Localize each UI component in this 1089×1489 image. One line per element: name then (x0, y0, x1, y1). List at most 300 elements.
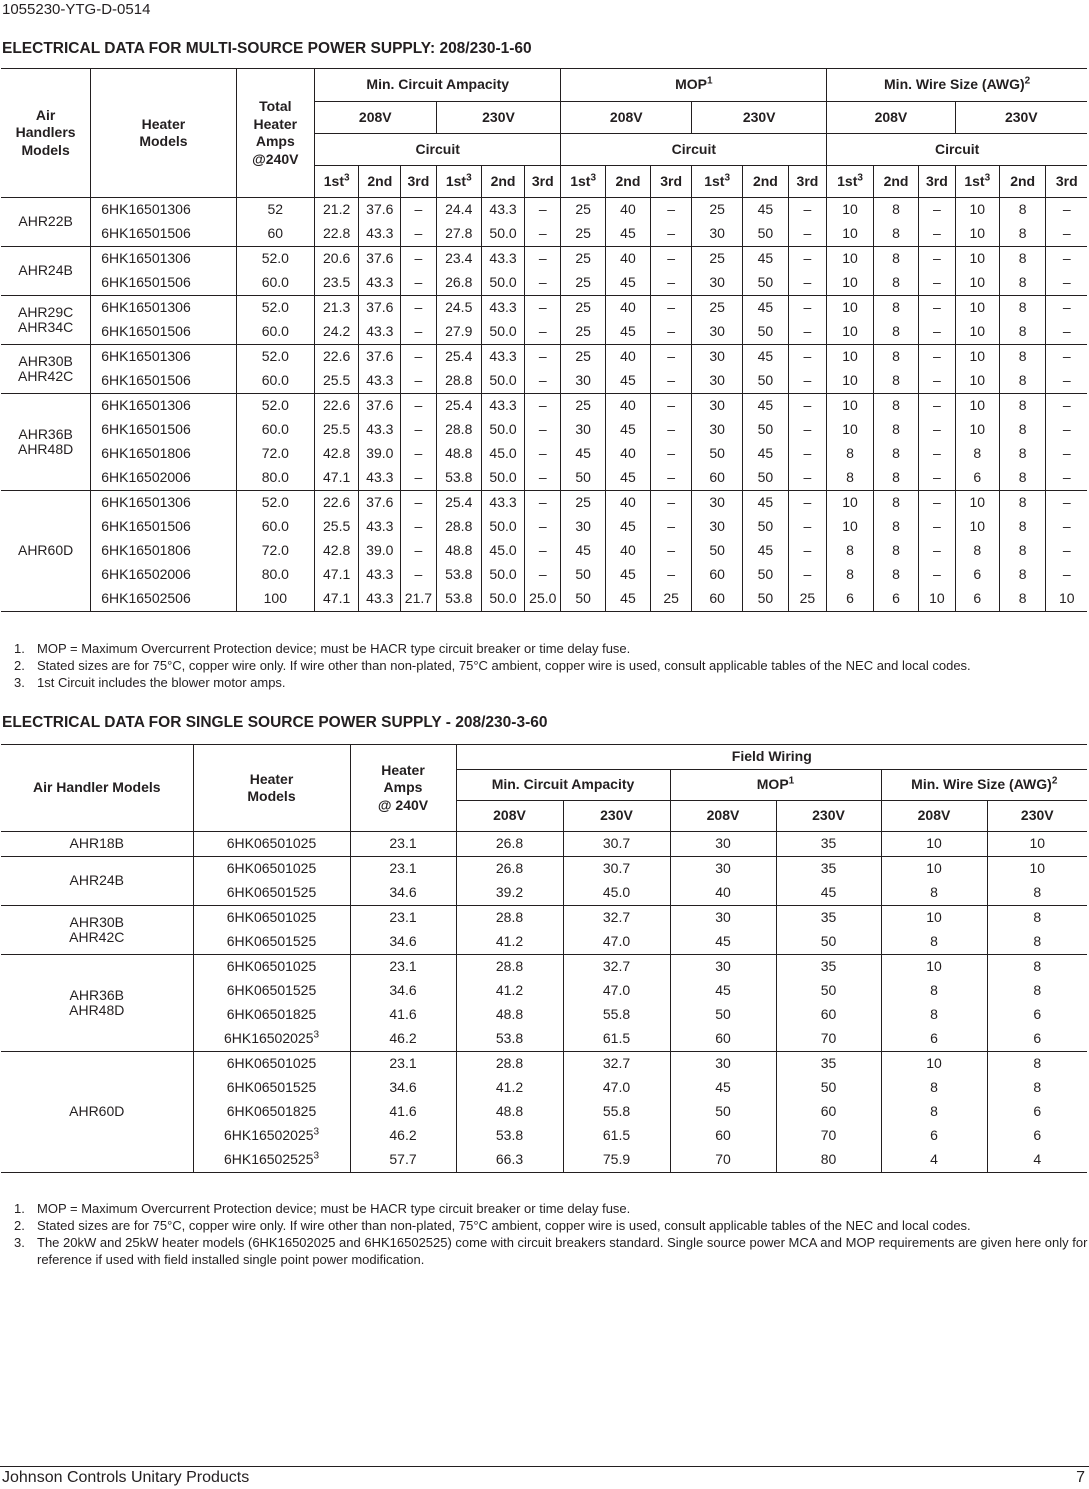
value-cell: – (919, 247, 955, 272)
value-cell: 28.8 (456, 955, 563, 980)
value-cell: – (1046, 491, 1087, 516)
value-cell: 25 (692, 247, 743, 272)
value-cell: – (1046, 369, 1087, 394)
value-cell: 8 (873, 369, 918, 394)
heater-model-cell: 6HK06501825 (193, 1003, 350, 1027)
value-cell: – (525, 563, 561, 587)
value-cell: – (401, 222, 436, 247)
value-cell: 70 (670, 1148, 776, 1173)
value-cell: 24.2 (315, 320, 359, 345)
value-cell: 57.7 (350, 1148, 456, 1173)
heater-model-cell: 6HK16501306 (91, 296, 236, 321)
table-row (1, 442, 1087, 466)
value-cell: 47.0 (563, 1076, 670, 1100)
value-cell: 6 (873, 587, 918, 612)
table2-title: ELECTRICAL DATA FOR SINGLE SOURCE POWER SUPPLY - 208/230-3-60 (2, 714, 548, 731)
value-cell: 25.5 (315, 418, 359, 442)
value-cell: 50.0 (481, 587, 524, 612)
value-cell: – (788, 418, 827, 442)
value-cell: 50.0 (481, 418, 524, 442)
value-cell: 4 (987, 1148, 1087, 1173)
value-cell: 43.3 (359, 369, 401, 394)
circuit-2nd-header: 2nd (873, 166, 918, 198)
value-cell: – (651, 442, 692, 466)
value-cell: 60.0 (236, 271, 314, 296)
value-cell: 52.0 (236, 394, 314, 419)
value-cell: 8 (881, 979, 987, 1003)
value-cell: 45 (743, 442, 788, 466)
value-cell: 45 (605, 587, 650, 612)
table-row (1, 1052, 1087, 1077)
value-cell: 45.0 (481, 442, 524, 466)
air-handler-model-cell: AHR36B AHR48D (1, 394, 91, 491)
value-cell: 53.8 (456, 1124, 563, 1148)
mop-circuit-header: Circuit (561, 134, 827, 166)
value-cell: 35 (776, 906, 881, 931)
value-cell: – (788, 222, 827, 247)
mca-208v-header: 208V (456, 801, 563, 832)
value-cell: – (651, 222, 692, 247)
value-cell: 60 (692, 466, 743, 491)
wire-208v-header: 208V (827, 102, 955, 134)
air-handler-model-cell: AHR29C AHR34C (1, 296, 91, 345)
value-cell: – (401, 515, 436, 539)
value-cell: – (651, 345, 692, 370)
value-cell: 45 (605, 222, 650, 247)
value-cell: 28.8 (456, 1052, 563, 1077)
footnote-text: 1st Circuit includes the blower motor amps. (37, 675, 286, 690)
value-cell: 42.8 (315, 539, 359, 563)
value-cell: 42.8 (315, 442, 359, 466)
value-cell: 55.8 (563, 1100, 670, 1124)
value-cell: 10 (827, 418, 874, 442)
circuit-1st-header: $1st^3$ (315, 166, 359, 198)
value-cell: 61.5 (563, 1027, 670, 1052)
value-cell: 34.6 (350, 979, 456, 1003)
value-cell: 10 (955, 198, 999, 223)
value-cell: 10 (827, 515, 874, 539)
value-cell: 45 (561, 539, 605, 563)
value-cell: 10 (955, 491, 999, 516)
value-cell: 8 (999, 247, 1046, 272)
value-cell: 60 (670, 1027, 776, 1052)
value-cell: 25 (561, 320, 605, 345)
value-cell: 50.0 (481, 369, 524, 394)
heater-model-cell: 6HK06501025 (193, 832, 350, 857)
value-cell: – (401, 320, 436, 345)
value-cell: 60 (670, 1124, 776, 1148)
circuit-1st-header: $1st^3$ (561, 166, 605, 198)
value-cell: 20.6 (315, 247, 359, 272)
footnote-number: 2. (14, 658, 25, 673)
value-cell: 46.2 (350, 1124, 456, 1148)
value-cell: 50 (561, 466, 605, 491)
value-cell: 60 (776, 1003, 881, 1027)
value-cell: 55.8 (563, 1003, 670, 1027)
heater-model-cell: 6HK06501025 (193, 906, 350, 931)
value-cell: – (1046, 198, 1087, 223)
value-cell: 45.0 (563, 881, 670, 906)
value-cell: 10 (881, 857, 987, 882)
heater-model-cell: 6HK06501025 (193, 857, 350, 882)
value-cell: 37.6 (359, 394, 401, 419)
wire-circuit-header: Circuit (827, 134, 1087, 166)
value-cell: 30 (670, 955, 776, 980)
footnote (14, 657, 971, 674)
heater-model-cell: 6HK06501525 (193, 979, 350, 1003)
value-cell: – (788, 247, 827, 272)
circuit-3rd-header: 3rd (401, 166, 436, 198)
heater-model-cell: 6HK16502506 (91, 587, 236, 612)
value-cell: 43.3 (359, 320, 401, 345)
heater-amps-header: Heater Amps @ 240V (350, 745, 456, 832)
value-cell: 10 (987, 857, 1087, 882)
mca-header: Min. Circuit Ampacity (315, 69, 561, 102)
value-cell: 34.6 (350, 881, 456, 906)
value-cell: 45 (743, 491, 788, 516)
circuit-2nd-header: 2nd (481, 166, 524, 198)
value-cell: – (525, 345, 561, 370)
value-cell: 50.0 (481, 515, 524, 539)
value-cell: 30 (692, 418, 743, 442)
value-cell: 48.8 (456, 1100, 563, 1124)
table-row (1, 906, 1087, 931)
table-row (1, 369, 1087, 394)
value-cell: 10 (955, 247, 999, 272)
value-cell: 8 (987, 930, 1087, 955)
value-cell: 60.0 (236, 418, 314, 442)
value-cell: – (1046, 466, 1087, 491)
table1-notes (14, 640, 971, 691)
value-cell: 30 (692, 515, 743, 539)
value-cell: 30 (692, 345, 743, 370)
table-row (1, 222, 1087, 247)
value-cell: – (525, 320, 561, 345)
value-cell: 6 (987, 1027, 1087, 1052)
air-handler-model-cell: AHR18B (1, 832, 193, 857)
footnote (14, 1234, 1089, 1268)
value-cell: 10 (827, 296, 874, 321)
value-cell: 10 (827, 491, 874, 516)
value-cell: 72.0 (236, 442, 314, 466)
value-cell: 53.8 (436, 563, 481, 587)
value-cell: 41.2 (456, 979, 563, 1003)
value-cell: – (919, 515, 955, 539)
value-cell: 50 (692, 539, 743, 563)
value-cell: 43.3 (359, 515, 401, 539)
value-cell: 22.8 (315, 222, 359, 247)
value-cell: 8 (987, 1052, 1087, 1077)
value-cell: – (788, 491, 827, 516)
value-cell: 48.8 (436, 442, 481, 466)
value-cell: 35 (776, 857, 881, 882)
table1-body (1, 198, 1087, 612)
value-cell: – (651, 466, 692, 491)
value-cell: 8 (827, 563, 874, 587)
value-cell: 41.2 (456, 1076, 563, 1100)
value-cell: 40 (605, 198, 650, 223)
value-cell: – (919, 271, 955, 296)
value-cell: 30 (561, 418, 605, 442)
value-cell: – (1046, 563, 1087, 587)
air-handler-model-cell: AHR60D (1, 491, 91, 612)
value-cell: 39.0 (359, 442, 401, 466)
value-cell: – (1046, 345, 1087, 370)
table2-body (1, 832, 1087, 1173)
value-cell: 23.1 (350, 857, 456, 882)
footnote-number: 1. (14, 641, 25, 656)
heater-model-cell: 6HK16501506 (91, 418, 236, 442)
value-cell: 28.8 (436, 418, 481, 442)
value-cell: 10 (955, 222, 999, 247)
value-cell: 100 (236, 587, 314, 612)
value-cell: 25 (561, 491, 605, 516)
value-cell: 43.3 (359, 466, 401, 491)
value-cell: – (919, 394, 955, 419)
value-cell: 25 (692, 296, 743, 321)
value-cell: 10 (881, 955, 987, 980)
value-cell: 72.0 (236, 539, 314, 563)
value-cell: 8 (881, 881, 987, 906)
value-cell: 40 (605, 442, 650, 466)
value-cell: 10 (827, 369, 874, 394)
value-cell: 45.0 (481, 539, 524, 563)
value-cell: 8 (873, 345, 918, 370)
value-cell: 37.6 (359, 491, 401, 516)
mop-208v-header: 208V (561, 102, 692, 134)
value-cell: 47.0 (563, 930, 670, 955)
value-cell: – (1046, 418, 1087, 442)
footnote-text: Stated sizes are for 75°C, copper wire only. If wire other than non-plated, 75°C ambient, copper wire is used, consult applicable tables of the NEC and local codes. (37, 658, 971, 673)
value-cell: – (1046, 222, 1087, 247)
value-cell: 25 (788, 587, 827, 612)
value-cell: – (525, 222, 561, 247)
value-cell: 21.7 (401, 587, 436, 612)
value-cell: 61.5 (563, 1124, 670, 1148)
value-cell: 45 (670, 979, 776, 1003)
value-cell: – (651, 320, 692, 345)
value-cell: – (1046, 296, 1087, 321)
air-handler-models-header: Air Handler Models (1, 745, 193, 832)
value-cell: 45 (670, 930, 776, 955)
value-cell: 50 (743, 222, 788, 247)
value-cell: 10 (827, 320, 874, 345)
footnote (14, 640, 971, 657)
heater-model-cell: 6HK16502025$^3$ (193, 1027, 350, 1052)
value-cell: 40 (605, 345, 650, 370)
table-row (1, 418, 1087, 442)
value-cell: 41.6 (350, 1003, 456, 1027)
value-cell: – (1046, 320, 1087, 345)
value-cell: 50 (561, 587, 605, 612)
value-cell: 50 (743, 418, 788, 442)
value-cell: 50 (776, 930, 881, 955)
heater-model-cell: 6HK16502525$^3$ (193, 1148, 350, 1173)
value-cell: 50 (692, 442, 743, 466)
total-heater-amps-header: Total Heater Amps @240V (236, 69, 314, 198)
value-cell: 23.1 (350, 906, 456, 931)
value-cell: – (1046, 539, 1087, 563)
value-cell: 8 (881, 1100, 987, 1124)
value-cell: 8 (873, 320, 918, 345)
value-cell: 45 (605, 320, 650, 345)
wire-208v-header: 208V (881, 801, 987, 832)
heater-model-cell: 6HK16501506 (91, 515, 236, 539)
value-cell: 25 (561, 271, 605, 296)
value-cell: 6 (987, 1124, 1087, 1148)
table-row (1, 345, 1087, 370)
value-cell: 8 (873, 491, 918, 516)
value-cell: – (919, 296, 955, 321)
value-cell: 35 (776, 832, 881, 857)
value-cell: 25 (651, 587, 692, 612)
value-cell: 34.6 (350, 1076, 456, 1100)
value-cell: 30 (692, 320, 743, 345)
value-cell: 23.1 (350, 955, 456, 980)
value-cell: – (651, 369, 692, 394)
footnote-text: The 20kW and 25kW heater models (6HK16502025 and 6HK16502525) come with circuit breakers standard. Single source power MCA and MOP requirements are given here only for reference if used with field installed single point power modification. (37, 1235, 1088, 1267)
value-cell: – (919, 442, 955, 466)
heater-model-cell: 6HK16502006 (91, 466, 236, 491)
value-cell: – (525, 394, 561, 419)
value-cell: – (525, 418, 561, 442)
circuit-2nd-header: 2nd (605, 166, 650, 198)
value-cell: 32.7 (563, 1052, 670, 1077)
value-cell: 50.0 (481, 466, 524, 491)
value-cell: 6 (987, 1003, 1087, 1027)
value-cell: 48.8 (456, 1003, 563, 1027)
heater-model-cell: 6HK16501806 (91, 442, 236, 466)
air-handler-model-cell: AHR36B AHR48D (1, 955, 193, 1052)
value-cell: 45 (743, 345, 788, 370)
value-cell: 10 (955, 345, 999, 370)
value-cell: 50 (670, 1100, 776, 1124)
value-cell: 10 (827, 345, 874, 370)
value-cell: – (919, 418, 955, 442)
value-cell: 25 (561, 198, 605, 223)
value-cell: 50 (776, 979, 881, 1003)
air-handler-model-cell: AHR22B (1, 198, 91, 247)
table-row (1, 320, 1087, 345)
value-cell: 25.5 (315, 369, 359, 394)
value-cell: 28.8 (456, 906, 563, 931)
value-cell: 53.8 (456, 1027, 563, 1052)
value-cell: 45 (743, 394, 788, 419)
value-cell: 50.0 (481, 222, 524, 247)
air-handler-model-cell: AHR24B (1, 857, 193, 906)
value-cell: – (525, 466, 561, 491)
value-cell: 50 (743, 466, 788, 491)
value-cell: 30 (670, 832, 776, 857)
value-cell: 10 (827, 271, 874, 296)
value-cell: 25.4 (436, 491, 481, 516)
value-cell: 10 (955, 394, 999, 419)
value-cell: – (788, 296, 827, 321)
value-cell: 45 (743, 296, 788, 321)
value-cell: 6 (955, 466, 999, 491)
value-cell: 22.6 (315, 345, 359, 370)
value-cell: 8 (873, 539, 918, 563)
mca-208v-header: 208V (315, 102, 437, 134)
value-cell: 50 (743, 563, 788, 587)
value-cell: – (401, 345, 436, 370)
value-cell: – (651, 491, 692, 516)
value-cell: 45 (605, 563, 650, 587)
value-cell: – (525, 271, 561, 296)
value-cell: – (919, 198, 955, 223)
value-cell: 30 (670, 906, 776, 931)
value-cell: 40 (605, 247, 650, 272)
value-cell: 34.6 (350, 930, 456, 955)
table-row (1, 832, 1087, 857)
value-cell: – (651, 563, 692, 587)
value-cell: 8 (999, 320, 1046, 345)
value-cell: 50 (743, 587, 788, 612)
wire-size-header: Min. Wire Size (AWG)$^2$ (827, 69, 1087, 102)
air-handler-model-cell: AHR24B (1, 247, 91, 296)
circuit-2nd-header: 2nd (359, 166, 401, 198)
value-cell: 40 (605, 539, 650, 563)
heater-model-cell: 6HK16501506 (91, 271, 236, 296)
value-cell: 8 (987, 955, 1087, 980)
single-source-table (1, 744, 1087, 1173)
value-cell: 23.1 (350, 1052, 456, 1077)
value-cell: 32.7 (563, 906, 670, 931)
value-cell: 47.1 (315, 466, 359, 491)
value-cell: 10 (827, 198, 874, 223)
value-cell: 70 (776, 1124, 881, 1148)
mca-header: Min. Circuit Ampacity (456, 770, 670, 801)
value-cell: 28.8 (436, 515, 481, 539)
value-cell: 50.0 (481, 271, 524, 296)
value-cell: – (401, 563, 436, 587)
heater-model-cell: 6HK06501525 (193, 881, 350, 906)
value-cell: 23.5 (315, 271, 359, 296)
circuit-3rd-header: 3rd (788, 166, 827, 198)
value-cell: 10 (955, 369, 999, 394)
value-cell: 30 (692, 491, 743, 516)
wire-230v-header: 230V (987, 801, 1087, 832)
value-cell: 27.9 (436, 320, 481, 345)
value-cell: 8 (999, 515, 1046, 539)
value-cell: 48.8 (436, 539, 481, 563)
heater-model-cell: 6HK16501506 (91, 369, 236, 394)
value-cell: 25.4 (436, 345, 481, 370)
circuit-2nd-header: 2nd (999, 166, 1046, 198)
value-cell: 30.7 (563, 857, 670, 882)
value-cell: 25.0 (525, 587, 561, 612)
value-cell: 8 (873, 418, 918, 442)
table-row (1, 587, 1087, 612)
value-cell: 8 (999, 539, 1046, 563)
value-cell: 8 (873, 198, 918, 223)
value-cell: – (651, 296, 692, 321)
heater-model-cell: 6HK16501506 (91, 320, 236, 345)
value-cell: 25 (561, 296, 605, 321)
air-handlers-header: Air Handlers Models (1, 69, 91, 198)
value-cell: 35 (776, 1052, 881, 1077)
value-cell: 8 (999, 587, 1046, 612)
table-row (1, 539, 1087, 563)
heater-model-cell: 6HK06501825 (193, 1100, 350, 1124)
air-handler-model-cell: AHR30B AHR42C (1, 345, 91, 394)
value-cell: – (525, 442, 561, 466)
value-cell: – (401, 296, 436, 321)
value-cell: 6 (881, 1124, 987, 1148)
value-cell: 80.0 (236, 466, 314, 491)
value-cell: 50 (743, 320, 788, 345)
table1-header (1, 69, 1087, 198)
